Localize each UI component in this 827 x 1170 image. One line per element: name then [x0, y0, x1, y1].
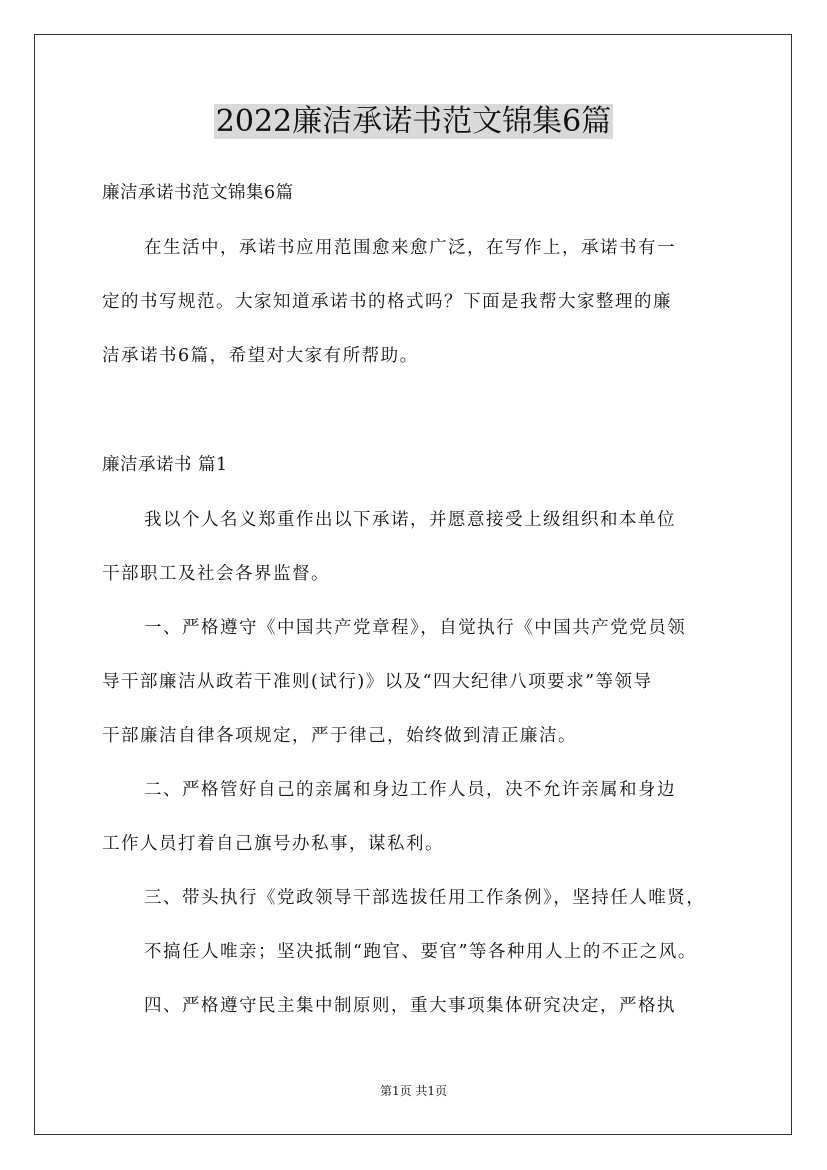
section-heading: 廉洁承诺书 篇1: [102, 455, 228, 475]
body-line-3: 一、严格遵守《中国共产党章程》，自觉执行《中国共产党党员领: [144, 618, 687, 638]
body-line-10: 四、严格遵守民主集中制原则，重大事项集体研究决定，严格执: [144, 996, 676, 1016]
body-line-1: 我以个人名义郑重作出以下承诺，并愿意接受上级组织和本单位: [144, 510, 676, 530]
body-line-9: 不搞任人唯亲；坚决抵制“跑官、要官”等各种用人上的不正之风。: [144, 942, 697, 962]
body-line-7: 工作人员打着自己旗号办私事，谋私利。: [102, 834, 444, 854]
body-line-5: 干部廉洁自律各项规定，严于律己，始终做到清正廉洁。: [102, 726, 577, 746]
body-line-8: 三、带头执行《党政领导干部选拔任用工作条例》，坚持任人唯贤，: [144, 888, 706, 908]
document-subtitle: 廉洁承诺书范文锦集6篇: [102, 183, 294, 203]
intro-line-3: 洁承诺书6篇，希望对大家有所帮助。: [102, 346, 419, 366]
document-title: [0, 101, 827, 143]
intro-line-2: 定的书写规范。大家知道承诺书的格式吗？下面是我帮大家整理的廉: [102, 292, 672, 312]
page-number-footer: 第1页 共1页: [379, 1084, 448, 1098]
body-line-4: 导干部廉洁从政若干准则(试行)》以及“四大纪律八项要求”等领导: [102, 672, 653, 692]
intro-line-1: 在生活中，承诺书应用范围愈来愈广泛，在写作上，承诺书有一: [144, 238, 676, 258]
body-line-6: 二、严格管好自己的亲属和身边工作人员，决不允许亲属和身边: [144, 780, 676, 800]
document-title-text: 2022廉洁承诺书范文锦集6篇: [215, 104, 612, 139]
body-line-2: 干部职工及社会各界监督。: [102, 564, 330, 584]
